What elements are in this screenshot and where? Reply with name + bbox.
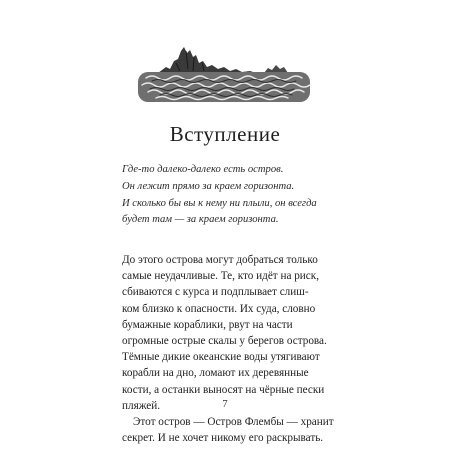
epigraph-line: Где-то далеко-далеко есть остров. bbox=[122, 164, 284, 175]
epigraph-line: И сколько бы вы к нему ни плыли, он всегда bbox=[122, 197, 317, 209]
page-number: 7 bbox=[222, 399, 228, 410]
text-line: огромные острые скалы у берегов острова. bbox=[122, 334, 327, 347]
text-line: пляжей. bbox=[122, 399, 161, 412]
epigraph-line: будет там — за краем горизонта. bbox=[122, 214, 279, 226]
text-line: секрет. И не хочет никому его раскрывать. bbox=[122, 432, 324, 445]
chapter-title: Вступление bbox=[169, 122, 281, 146]
text-line: бумажные кораблики, рвут на части bbox=[122, 318, 293, 331]
island-illustration bbox=[136, 43, 312, 107]
text-line: Тёмные дикие океанские воды утягивают bbox=[122, 351, 320, 364]
text-line: До этого острова могут добраться только bbox=[122, 254, 318, 266]
text-line: самые неудачливые. Те, кто идёт на риск, bbox=[122, 270, 319, 283]
island-rocks bbox=[158, 47, 256, 73]
text-line: ком близко к опасности. Их суда, словно bbox=[122, 302, 316, 315]
text-line: корабли на дно, ломают их деревянные bbox=[122, 367, 309, 380]
text-line: сбиваются с курса и подплывает слиш- bbox=[122, 286, 309, 299]
text-line: кости, а останки выносят на чёрные пески bbox=[122, 383, 325, 396]
epigraph bbox=[122, 162, 422, 229]
paragraph-1 bbox=[122, 252, 372, 414]
text-line: Этот остров — Остров Флембы — хранит bbox=[133, 415, 334, 428]
paragraph-2 bbox=[122, 414, 372, 446]
epigraph-line: Он лежит прямо за краем горизонта. bbox=[122, 180, 295, 192]
body-text bbox=[122, 252, 372, 446]
